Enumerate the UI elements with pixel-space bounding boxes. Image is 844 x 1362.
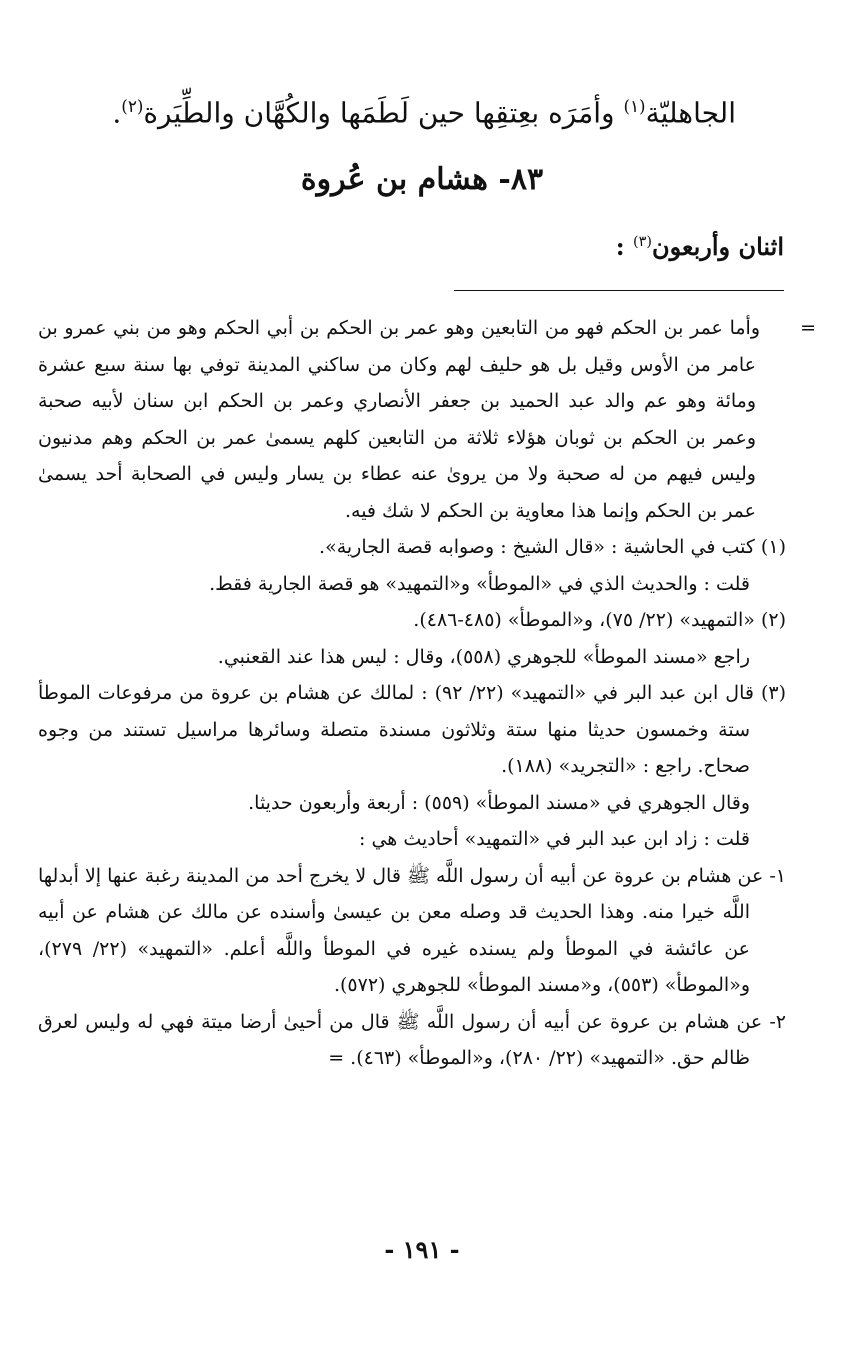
- footnote-3-note-2: قلت : زاد ابن عبد البر في «التمهيد» أحاديث هي :: [359, 828, 750, 850]
- footnote-3: (٣) قال ابن عبد البر في «التمهيد» (٢٢/ ٩٢) : لمالك عن هشام بن عروة من مرفوعات الموطأ ستة وخمسون حديثا منها ستة وثلاثون مسندة متصلة وسائرها مراسيل تستند من وجوه صحاح. راجع : «التجريد» (١٨٨).: [38, 682, 786, 777]
- footnote-3-item-1: ١- عن هشام بن عروة عن أبيه أن رسول اللَّه ﷺ قال لا يخرج أحد من المدينة رغبة عنها إلا أبدلها اللَّه خيرا منه. وهذا الحديث قد وصله معن بن عيسىٰ وأسنده عن مالك عن هشام عن أبيه عن عائشة في الموطأ ولم يسنده غيره في الموطأ واللَّه أعلم. «التمهيد» (٢٢/ ٢٧٩)، و«الموطأ» (٥٥٣)، و«مسند الموطأ» للجوهري (٥٧٢).: [38, 864, 786, 996]
- footnote-1-note: قلت : والحديث الذي في «الموطأ» و«التمهيد» هو قصة الجارية فقط.: [209, 572, 750, 595]
- footnote-3-item-2: [38, 1004, 786, 1077]
- main-text-line: [60, 86, 736, 133]
- footnote-3-item-2-text: ٢- عن هشام بن عروة عن أبيه أن رسول اللَّه ﷺ قال من أحيىٰ أرضا ميتة فهي له وليس لعرق ظالم حق. «التمهيد» (٢٢/ ٢٨٠)، و«الموطأ» (٤٦٣).: [38, 1010, 786, 1069]
- subheading-colon: :: [615, 232, 633, 261]
- page-number: - ١٩١ -: [384, 1235, 460, 1264]
- footnote-2: (٢) «التمهيد» (٢٢/ ٧٥)، و«الموطأ» (٤٨٥-٤٨٦).: [413, 609, 786, 631]
- section-heading: ٨٣- هشام بن عُروة: [300, 162, 544, 197]
- subheading: [616, 222, 784, 267]
- continuation-mark: =: [800, 317, 816, 339]
- footnote-3-note: وقال الجوهري في «مسند الموطأ» (٥٥٩) : أربعة وأربعون حديثا.: [248, 791, 750, 814]
- main-text-end: .: [112, 96, 122, 130]
- footnote-2-note: راجع «مسند الموطأ» للجوهري (٥٥٨)، وقال : ليس هذا عند القعنبي.: [217, 645, 750, 668]
- continuation-end-mark: =: [328, 1047, 345, 1069]
- main-text-rest: وأمَرَه بعِتقِها حين لَطَمَها والكُهَّان والطِّيَرة: [143, 96, 615, 130]
- subheading-text: اثنان وأربعون: [651, 232, 784, 261]
- footnote-1: (١) كتب في الحاشية : «قال الشيخ : وصوابه قصة الجارية».: [319, 536, 786, 558]
- main-text-word: الجاهليّة: [645, 96, 736, 130]
- footnotes-section: [38, 310, 816, 1077]
- footnote-ref-2: (٢): [121, 96, 144, 116]
- footnote-continuation: [38, 310, 816, 529]
- footnote-ref-1: (١): [623, 96, 646, 116]
- footnote-ref-3: (٣): [633, 234, 652, 250]
- footnote-divider: [454, 290, 784, 291]
- continuation-text: وأما عمر بن الحكم فهو من التابعين وهو عمر بن الحكم بن أبي الحكم وهو من بني عمرو بن عامر من الأوس وقيل بل هو حليف لهم وكان من ساكني المدينة توفي بها سنة سبع عشرة ومائة وهو عم والد عبد الحميد بن جعفر الأنصاري وعمر بن الحكم ابن سنان لأبيه صحبة وعمر بن الحكم بن ثوبان هؤلاء ثلاثة من التابعين كلهم يسمىٰ عمر بن الحكم وهم مدنيون وليس فيهم من له صحبة ولا من يرو‌ىٰ عنه عطاء بن يسار وليس في الصحابة أحد يسمىٰ عمر بن الحكم وإنما هذا معاوية بن الحكم لا شك فيه.: [38, 317, 760, 522]
